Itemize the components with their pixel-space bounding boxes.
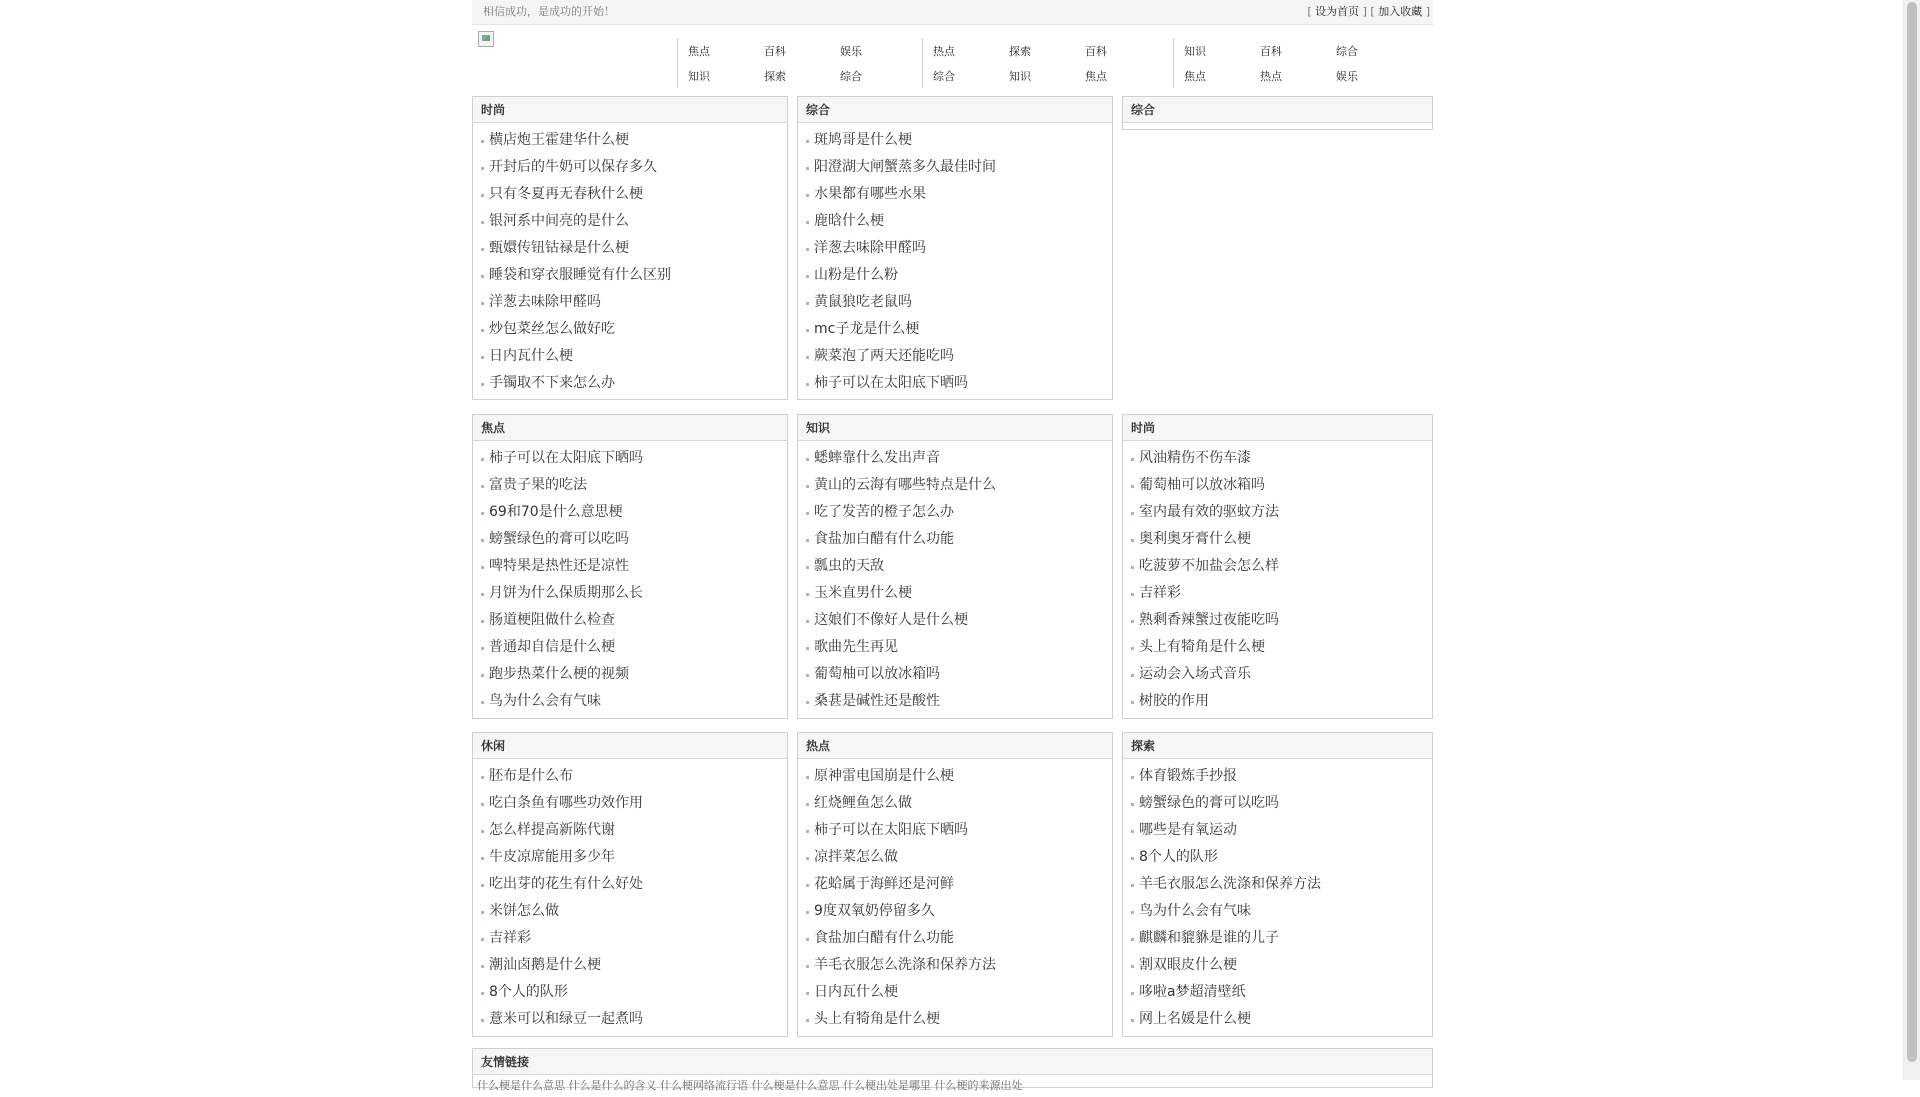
section-title: 热点 xyxy=(798,733,1112,759)
article-link[interactable]: 柿子可以在太阳底下晒吗 xyxy=(814,822,968,838)
article-link[interactable]: 鸟为什么会有气味 xyxy=(1139,903,1251,919)
list-item xyxy=(1123,688,1432,715)
article-link[interactable]: 羊毛衣服怎么洗涤和保养方法 xyxy=(1139,876,1321,892)
section-box xyxy=(797,414,1113,719)
article-link[interactable]: 米饼怎么做 xyxy=(489,903,559,919)
list-item xyxy=(473,553,787,580)
section-title: 休闲 xyxy=(473,733,787,759)
article-list xyxy=(1123,759,1432,1033)
list-item xyxy=(473,343,787,370)
article-link[interactable]: 吉祥彩 xyxy=(1139,585,1181,601)
scrollbar-thumb[interactable] xyxy=(1907,2,1917,1062)
list-item xyxy=(1123,925,1432,952)
list-item xyxy=(1123,790,1432,817)
bracket-open: [ xyxy=(1370,5,1375,18)
list-item xyxy=(1123,607,1432,634)
list-item xyxy=(798,1006,1112,1033)
list-item xyxy=(473,871,787,898)
list-item xyxy=(798,154,1112,181)
section-box xyxy=(1122,414,1433,719)
article-link[interactable]: 这娘们不像好人是什么梗 xyxy=(814,612,968,628)
bracket-open: [ xyxy=(1307,5,1312,18)
nav-item[interactable]: 百科 xyxy=(1260,45,1282,58)
list-item xyxy=(1123,1006,1432,1033)
nav-group xyxy=(1173,38,1433,88)
article-link[interactable]: 运动会入场式音乐 xyxy=(1139,666,1251,682)
article-link[interactable]: 室内最有效的驱蚊方法 xyxy=(1139,504,1279,520)
article-link[interactable]: 只有冬夏再无春秋什么梗 xyxy=(489,186,643,202)
article-list xyxy=(798,441,1112,715)
article-link[interactable]: 葡萄柚可以放冰箱吗 xyxy=(1139,477,1265,493)
list-item xyxy=(798,925,1112,952)
article-link[interactable]: 手镯取不下来怎么办 xyxy=(489,375,615,391)
section-box xyxy=(472,732,788,1037)
list-item xyxy=(473,817,787,844)
nav-item[interactable]: 综合 xyxy=(933,70,955,83)
list-item xyxy=(473,445,787,472)
list-item xyxy=(473,688,787,715)
friend-links-title: 友情链接 xyxy=(473,1049,1432,1075)
article-link[interactable]: 食盐加白醋有什么功能 xyxy=(814,930,954,946)
header xyxy=(472,25,1433,92)
article-list xyxy=(473,759,787,1033)
article-link[interactable]: 鸟为什么会有气味 xyxy=(489,693,601,709)
list-item xyxy=(473,154,787,181)
article-link[interactable]: 月饼为什么保质期那么长 xyxy=(489,585,643,601)
section-title: 探索 xyxy=(1123,733,1432,759)
article-link[interactable]: 炒包菜丝怎么做好吃 xyxy=(489,321,615,337)
article-link[interactable]: 银河系中间亮的是什么 xyxy=(489,213,629,229)
list-item xyxy=(798,472,1112,499)
list-item xyxy=(473,1006,787,1033)
nav-item[interactable]: 百科 xyxy=(1085,45,1107,58)
list-item xyxy=(798,661,1112,688)
list-item xyxy=(798,370,1112,397)
section-title: 焦点 xyxy=(473,415,787,441)
list-item xyxy=(473,661,787,688)
article-list xyxy=(473,441,787,715)
list-item xyxy=(473,580,787,607)
section-title: 知识 xyxy=(798,415,1112,441)
add-favorite-link[interactable]: 加入收藏 xyxy=(1378,5,1423,18)
article-link[interactable]: 山粉是什么粉 xyxy=(814,267,898,283)
list-item xyxy=(798,790,1112,817)
article-link[interactable]: 树胶的作用 xyxy=(1139,693,1209,709)
article-link[interactable]: 哆啦a梦超清壁纸 xyxy=(1139,984,1246,1000)
list-item xyxy=(1123,898,1432,925)
article-link[interactable]: 柿子可以在太阳底下晒吗 xyxy=(814,375,968,391)
article-link[interactable]: 吃菠萝不加盐会怎么样 xyxy=(1139,558,1279,574)
list-item xyxy=(798,262,1112,289)
top-bar xyxy=(472,0,1433,25)
nav-item[interactable]: 知识 xyxy=(1009,70,1031,83)
bracket-close: ] xyxy=(1425,5,1430,18)
article-link[interactable]: 歌曲先生再见 xyxy=(814,639,898,655)
list-item xyxy=(798,181,1112,208)
article-link[interactable]: 富贵子果的吃法 xyxy=(489,477,587,493)
list-item xyxy=(1123,763,1432,790)
article-link[interactable]: 原神雷电国崩是什么梗 xyxy=(814,768,954,784)
article-list xyxy=(798,759,1112,1033)
section-box xyxy=(797,732,1113,1037)
list-item xyxy=(473,262,787,289)
list-item xyxy=(1123,445,1432,472)
section-title: 时尚 xyxy=(1123,415,1432,441)
section-box xyxy=(1122,96,1433,130)
list-item xyxy=(473,952,787,979)
article-link[interactable]: 斑鸠哥是什么梗 xyxy=(814,132,912,148)
list-item xyxy=(473,763,787,790)
list-item xyxy=(1123,526,1432,553)
list-item xyxy=(798,445,1112,472)
nav-item[interactable]: 焦点 xyxy=(1085,70,1107,83)
nav-item[interactable]: 综合 xyxy=(840,70,862,83)
nav-item[interactable]: 知识 xyxy=(1184,45,1206,58)
list-item xyxy=(798,952,1112,979)
list-item xyxy=(1123,661,1432,688)
list-item xyxy=(473,127,787,154)
article-link[interactable]: 麒麟和貔貅是谁的儿子 xyxy=(1139,930,1279,946)
list-item xyxy=(1123,844,1432,871)
list-item xyxy=(473,472,787,499)
list-item xyxy=(473,289,787,316)
list-item xyxy=(473,925,787,952)
article-link[interactable]: 8个人的队形 xyxy=(1139,849,1218,865)
article-link[interactable]: 网上名媛是什么梗 xyxy=(1139,1011,1251,1027)
article-link[interactable]: 69和70是什么意思梗 xyxy=(489,504,623,520)
article-link[interactable]: 螃蟹绿色的膏可以吃吗 xyxy=(1139,795,1279,811)
list-item xyxy=(473,634,787,661)
nav-item[interactable]: 综合 xyxy=(1336,45,1358,58)
article-link[interactable]: 横店炮王霍建华什么梗 xyxy=(489,132,629,148)
bracket-close: ] xyxy=(1362,5,1367,18)
article-link[interactable]: 凉拌菜怎么做 xyxy=(814,849,898,865)
list-item xyxy=(798,289,1112,316)
section-box xyxy=(472,96,788,400)
nav-item[interactable]: 百科 xyxy=(764,45,786,58)
list-item xyxy=(473,844,787,871)
article-link[interactable]: 潮汕卤鹅是什么梗 xyxy=(489,957,601,973)
nav-group xyxy=(922,38,1173,88)
nav-item[interactable]: 热点 xyxy=(1260,70,1282,83)
article-link[interactable]: 吃白条鱼有哪些功效作用 xyxy=(489,795,643,811)
list-item xyxy=(798,208,1112,235)
list-item xyxy=(798,526,1112,553)
article-link[interactable]: 桑葚是碱性还是酸性 xyxy=(814,693,940,709)
list-item xyxy=(798,898,1112,925)
article-link[interactable]: 蕨菜泡了两天还能吃吗 xyxy=(814,348,954,364)
list-item xyxy=(798,763,1112,790)
list-item xyxy=(1123,499,1432,526)
list-item xyxy=(798,634,1112,661)
article-link[interactable]: 阳澄湖大闸蟹蒸多久最佳时间 xyxy=(814,159,996,175)
list-item xyxy=(798,979,1112,1006)
section-box xyxy=(797,96,1113,400)
article-link[interactable]: 吉祥彩 xyxy=(489,930,531,946)
article-link[interactable]: 怎么样提高新陈代谢 xyxy=(489,822,615,838)
list-item xyxy=(798,499,1112,526)
section-title: 时尚 xyxy=(473,97,787,123)
list-item xyxy=(1123,952,1432,979)
list-item xyxy=(798,316,1112,343)
article-link[interactable]: 牛皮凉席能用多少年 xyxy=(489,849,615,865)
list-item xyxy=(473,316,787,343)
list-item xyxy=(1123,580,1432,607)
list-item xyxy=(798,235,1112,262)
list-item xyxy=(798,844,1112,871)
article-link[interactable]: mc子龙是什么梗 xyxy=(814,321,920,337)
nav-item[interactable]: 娱乐 xyxy=(840,45,862,58)
article-link[interactable]: 洋葱去味除甲醛吗 xyxy=(489,294,601,310)
article-list xyxy=(1123,123,1432,127)
list-item xyxy=(473,208,787,235)
article-link[interactable]: 风油精伤不伤车漆 xyxy=(1139,450,1251,466)
article-link[interactable]: 割双眼皮什么梗 xyxy=(1139,957,1237,973)
nav-item[interactable]: 探索 xyxy=(764,70,786,83)
article-link[interactable]: 瓢虫的天敌 xyxy=(814,558,884,574)
list-item xyxy=(798,607,1112,634)
list-item xyxy=(798,553,1112,580)
list-item xyxy=(1123,553,1432,580)
article-list xyxy=(473,123,787,397)
article-link[interactable]: 胚布是什么布 xyxy=(489,768,573,784)
list-item xyxy=(1123,817,1432,844)
article-link[interactable]: 洋葱去味除甲醛吗 xyxy=(814,240,926,256)
list-item xyxy=(798,817,1112,844)
site-logo-image[interactable] xyxy=(478,31,494,47)
article-link[interactable]: 肠道梗阻做什么检查 xyxy=(489,612,615,628)
list-item xyxy=(473,499,787,526)
article-link[interactable]: 红烧鲤鱼怎么做 xyxy=(814,795,912,811)
nav-group xyxy=(677,38,922,88)
nav-item[interactable]: 焦点 xyxy=(688,45,710,58)
list-item xyxy=(473,898,787,925)
list-item xyxy=(1123,979,1432,1006)
top-links xyxy=(1307,0,1430,24)
article-link[interactable]: 甄嬛传钮钴禄是什么梗 xyxy=(489,240,629,256)
article-link[interactable]: 吃了发苦的橙子怎么办 xyxy=(814,504,954,520)
article-link[interactable]: 日内瓦什么梗 xyxy=(489,348,573,364)
article-link[interactable]: 普通却自信是什么梗 xyxy=(489,639,615,655)
friend-links-section xyxy=(472,1048,1433,1092)
list-item xyxy=(798,580,1112,607)
article-link[interactable]: 跑步热菜什么梗的视频 xyxy=(489,666,629,682)
list-item xyxy=(473,526,787,553)
article-list xyxy=(798,123,1112,397)
article-link[interactable]: 头上有犄角是什么梗 xyxy=(1139,639,1265,655)
site-slogan: 相信成功，是成功的开始！ xyxy=(483,5,615,18)
article-link[interactable]: 啤特果是热性还是凉性 xyxy=(489,558,629,574)
list-item xyxy=(1123,472,1432,499)
nav-item[interactable]: 知识 xyxy=(688,70,710,83)
nav-item[interactable]: 焦点 xyxy=(1184,70,1206,83)
set-home-link[interactable]: 设为首页 xyxy=(1315,5,1360,18)
article-link[interactable]: 睡袋和穿衣服睡觉有什么区别 xyxy=(489,267,671,283)
nav-item[interactable]: 探索 xyxy=(1009,45,1031,58)
list-item xyxy=(798,688,1112,715)
nav-item[interactable]: 热点 xyxy=(933,45,955,58)
article-list xyxy=(1123,441,1432,715)
article-link[interactable]: 8个人的队形 xyxy=(489,984,568,1000)
article-link[interactable]: 柿子可以在太阳底下晒吗 xyxy=(489,450,643,466)
section-box xyxy=(1122,732,1433,1037)
list-item xyxy=(473,790,787,817)
list-item xyxy=(473,181,787,208)
list-item xyxy=(1123,634,1432,661)
section-title: 综合 xyxy=(1123,97,1432,123)
list-item xyxy=(798,127,1112,154)
article-link[interactable]: 玉米直男什么梗 xyxy=(814,585,912,601)
list-item xyxy=(798,343,1112,370)
list-item xyxy=(473,370,787,397)
article-link[interactable]: 羊毛衣服怎么洗涤和保养方法 xyxy=(814,957,996,973)
article-link[interactable]: 黄山的云海有哪些特点是什么 xyxy=(814,477,996,493)
article-link[interactable]: 哪些是有氧运动 xyxy=(1139,822,1237,838)
article-link[interactable]: 鹿晗什么梗 xyxy=(814,213,884,229)
article-link[interactable]: 9度双氧奶停留多久 xyxy=(814,903,935,919)
article-link[interactable]: 熟剩香辣蟹过夜能吃吗 xyxy=(1139,612,1279,628)
list-item xyxy=(473,607,787,634)
article-link[interactable]: 吃出芽的花生有什么好处 xyxy=(489,876,643,892)
list-item xyxy=(1123,871,1432,898)
article-link[interactable]: 葡萄柚可以放冰箱吗 xyxy=(814,666,940,682)
article-link[interactable]: 薏米可以和绿豆一起煮吗 xyxy=(489,1011,643,1027)
list-item xyxy=(798,871,1112,898)
article-link[interactable]: 蟋蟀靠什么发出声音 xyxy=(814,450,940,466)
article-link[interactable]: 螃蟹绿色的膏可以吃吗 xyxy=(489,531,629,547)
list-item xyxy=(473,979,787,1006)
article-link[interactable]: 开封后的牛奶可以保存多久 xyxy=(489,159,657,175)
list-item xyxy=(473,235,787,262)
article-link[interactable]: 头上有犄角是什么梗 xyxy=(814,1011,940,1027)
article-link[interactable]: 奥利奥牙膏什么梗 xyxy=(1139,531,1251,547)
page-container xyxy=(472,0,1433,1092)
page-scrollbar[interactable] xyxy=(1903,0,1920,1080)
article-link[interactable]: 体育锻炼手抄报 xyxy=(1139,768,1237,784)
section-box xyxy=(472,414,788,719)
article-link[interactable]: 黄鼠狼吃老鼠吗 xyxy=(814,294,912,310)
nav-item[interactable]: 娱乐 xyxy=(1336,70,1358,83)
article-link[interactable]: 花蛤属于海鲜还是河鲜 xyxy=(814,876,954,892)
friend-links-text[interactable]: 什么梗是什么意思 什么是什么的含义 什么梗网络流行语 什么梗是什么意思 什么梗出处是哪里 什么梗的来源出处 xyxy=(477,1079,1023,1092)
section-title: 综合 xyxy=(798,97,1112,123)
article-link[interactable]: 日内瓦什么梗 xyxy=(814,984,898,1000)
article-link[interactable]: 水果都有哪些水果 xyxy=(814,186,926,202)
article-link[interactable]: 食盐加白醋有什么功能 xyxy=(814,531,954,547)
